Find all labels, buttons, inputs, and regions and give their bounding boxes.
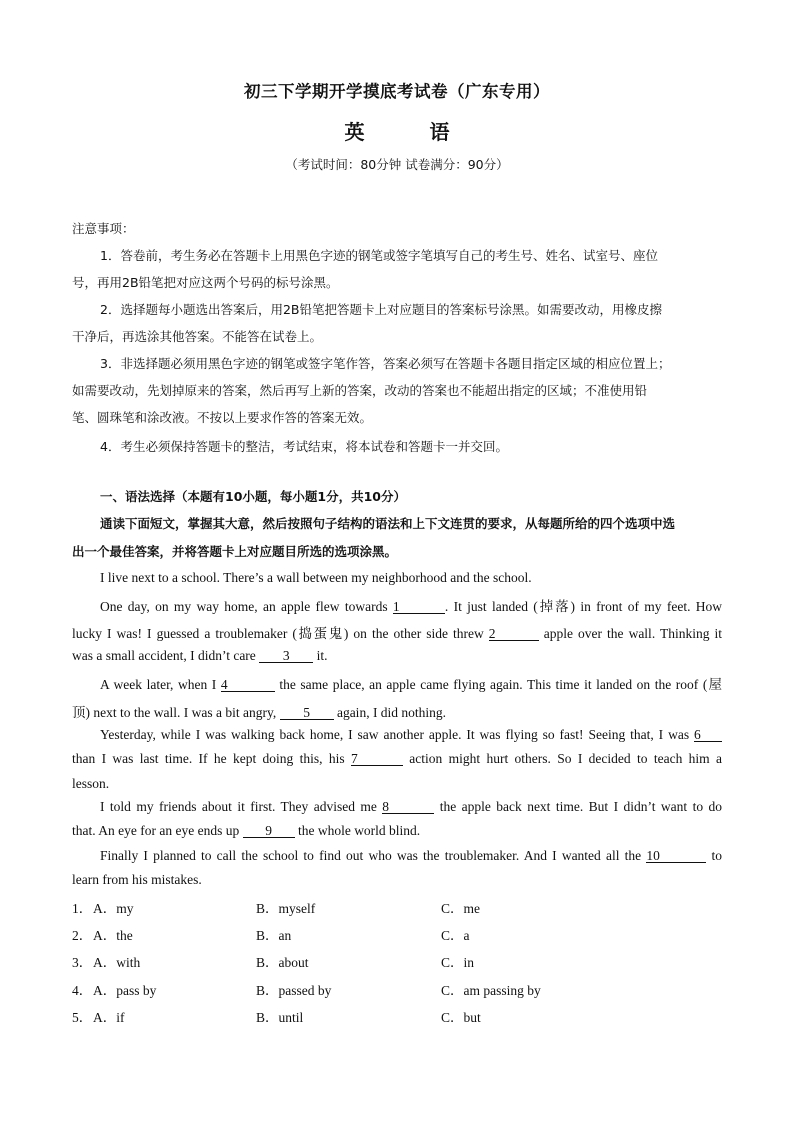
passage-text: was a small accident, I didn’t care xyxy=(72,648,260,663)
passage-text: learn from his mistakes. xyxy=(72,872,202,887)
question-number: 1． xyxy=(72,901,93,916)
option-b[interactable]: B．passed by xyxy=(256,983,332,998)
passage-text: action might hurt others. So I decided to teach him a xyxy=(402,751,722,766)
passage-line xyxy=(72,648,722,664)
blank-10: 10 xyxy=(646,849,706,863)
page-title: 初三下学期开学摸底考试卷（广东专用） xyxy=(244,82,550,101)
passage-text: the whole world blind. xyxy=(294,823,421,838)
blank-8: 8 xyxy=(382,800,434,814)
note-2-line-2: 干净后，再选涂其他答案。不能答在试卷上。 xyxy=(72,329,323,344)
option-a[interactable]: A．with xyxy=(93,955,141,970)
option-b[interactable]: B．about xyxy=(256,955,309,970)
passage-line xyxy=(100,848,722,864)
option-a[interactable]: A．if xyxy=(93,1010,125,1025)
note-2-line-1: 2．选择题每小题选出答案后，用2B铅笔把答题卡上对应题目的答案标号涂黑。如需要改动，用橡皮擦 xyxy=(100,302,662,317)
passage-line xyxy=(72,872,722,888)
blank-1: 1 xyxy=(393,600,445,614)
note-3-line-1: 3．非选择题必须用黑色字迹的钢笔或签字笔作答，答案必须写在答题卡各题目指定区域的相应位置上； xyxy=(100,356,671,371)
passage-text: 顶) next to the wall. I was a bit angry, xyxy=(72,705,280,720)
option-a[interactable]: A．my xyxy=(93,901,134,916)
question-number: 5． xyxy=(72,1010,93,1025)
blank-4: 4 xyxy=(221,678,275,692)
passage-line xyxy=(100,673,722,693)
subject-heading: 英 语 xyxy=(344,120,450,144)
note-3-line-3: 笔、圆珠笔和涂改液。不按以上要求作答的答案无效。 xyxy=(72,410,373,425)
blank-5: 5 xyxy=(280,706,334,720)
passage-text: Yesterday, while I was walking back home, I saw another apple. It was flying so fast! Seeing that, I was xyxy=(100,727,694,742)
option-a[interactable]: A．the xyxy=(93,928,133,943)
section-heading: 一、语法选择（本题有10小题，每小题1分，共10分） xyxy=(100,489,406,504)
blank-9: 9 xyxy=(243,824,295,838)
passage-text: the apple back next time. But I didn’t want to do xyxy=(434,799,722,814)
note-1-line-1: 1．答卷前，考生务必在答题卡上用黑色字迹的钢笔或签字笔填写自己的考生号、姓名、试室号、座位 xyxy=(100,248,658,263)
passage-line xyxy=(100,727,722,743)
passage-line xyxy=(72,823,722,839)
option-b[interactable]: B．myself xyxy=(256,901,316,916)
passage-line xyxy=(72,622,722,642)
passage-text: it. xyxy=(313,648,328,663)
blank-7: 7 xyxy=(351,752,403,766)
passage-text: the same place, an apple came flying again. This time it landed on the roof (屋 xyxy=(274,677,723,692)
option-a[interactable]: A．pass by xyxy=(93,983,157,998)
question-number: 3． xyxy=(72,955,93,970)
passage-text: I live next to a school. There’s a wall between my neighborhood and the school. xyxy=(100,570,532,585)
blank-2: 2 xyxy=(489,627,539,641)
note-3-line-2: 如需要改动，先划掉原来的答案，然后再写上新的答案，改动的答案也不能超出指定的区域；不准使用铅 xyxy=(72,383,648,398)
passage-text: . It just landed (掉落) in front of my feet. How xyxy=(444,599,723,614)
passage-text: lesson. xyxy=(72,776,110,791)
passage-line xyxy=(100,799,722,815)
note-1-line-2: 号，再用2B铅笔把对应这两个号码的标号涂黑。 xyxy=(72,275,339,290)
question-number: 2． xyxy=(72,928,93,943)
passage-text: A week later, when I xyxy=(100,677,221,692)
option-c[interactable]: C．am passing by xyxy=(441,983,541,998)
passage-line xyxy=(72,701,722,721)
section-instructions-line-2: 出一个最佳答案，并将答题卡上对应题目所选的选项涂黑。 xyxy=(72,544,398,559)
option-b[interactable]: B．until xyxy=(256,1010,304,1025)
option-c[interactable]: C．me xyxy=(441,901,480,916)
passage-text: again, I did nothing. xyxy=(333,705,447,720)
option-c[interactable]: C．in xyxy=(441,955,475,970)
exam-info: （考试时间：80分钟 试卷满分：90分） xyxy=(285,157,509,172)
passage-text: Finally I planned to call the school to find out who was the troublemaker. And I wanted all the xyxy=(100,848,647,863)
passage-text: One day, on my way home, an apple flew towards xyxy=(100,599,393,614)
passage-text: I told my friends about it first. They advised me xyxy=(100,799,383,814)
passage-line xyxy=(100,570,722,586)
passage-line xyxy=(100,595,722,615)
passage-text: than I was last time. If he kept doing this, his xyxy=(72,751,351,766)
section-instructions-line-1: 通读下面短文，掌握其大意，然后按照句子结构的语法和上下文连贯的要求，从每题所给的四个选项中选 xyxy=(100,516,676,531)
blank-3: 3 xyxy=(259,649,313,663)
option-c[interactable]: C．but xyxy=(441,1010,481,1025)
passage-text: that. An eye for an eye ends up xyxy=(72,823,243,838)
passage-text: to xyxy=(706,848,722,863)
passage-line xyxy=(72,751,722,767)
notes-heading: 注意事项： xyxy=(72,221,135,236)
blank-6: 6 xyxy=(694,728,722,742)
option-b[interactable]: B．an xyxy=(256,928,292,943)
passage-text: apple over the wall. Thinking it xyxy=(538,626,722,641)
question-number: 4． xyxy=(72,983,93,998)
passage-line xyxy=(72,776,722,792)
note-4-line-1: 4．考生必须保持答题卡的整洁，考试结束，将本试卷和答题卡一并交回。 xyxy=(100,439,508,454)
option-c[interactable]: C．a xyxy=(441,928,470,943)
passage-text: lucky I was! I guessed a troublemaker (捣蛋鬼) on the other side threw xyxy=(72,626,489,641)
